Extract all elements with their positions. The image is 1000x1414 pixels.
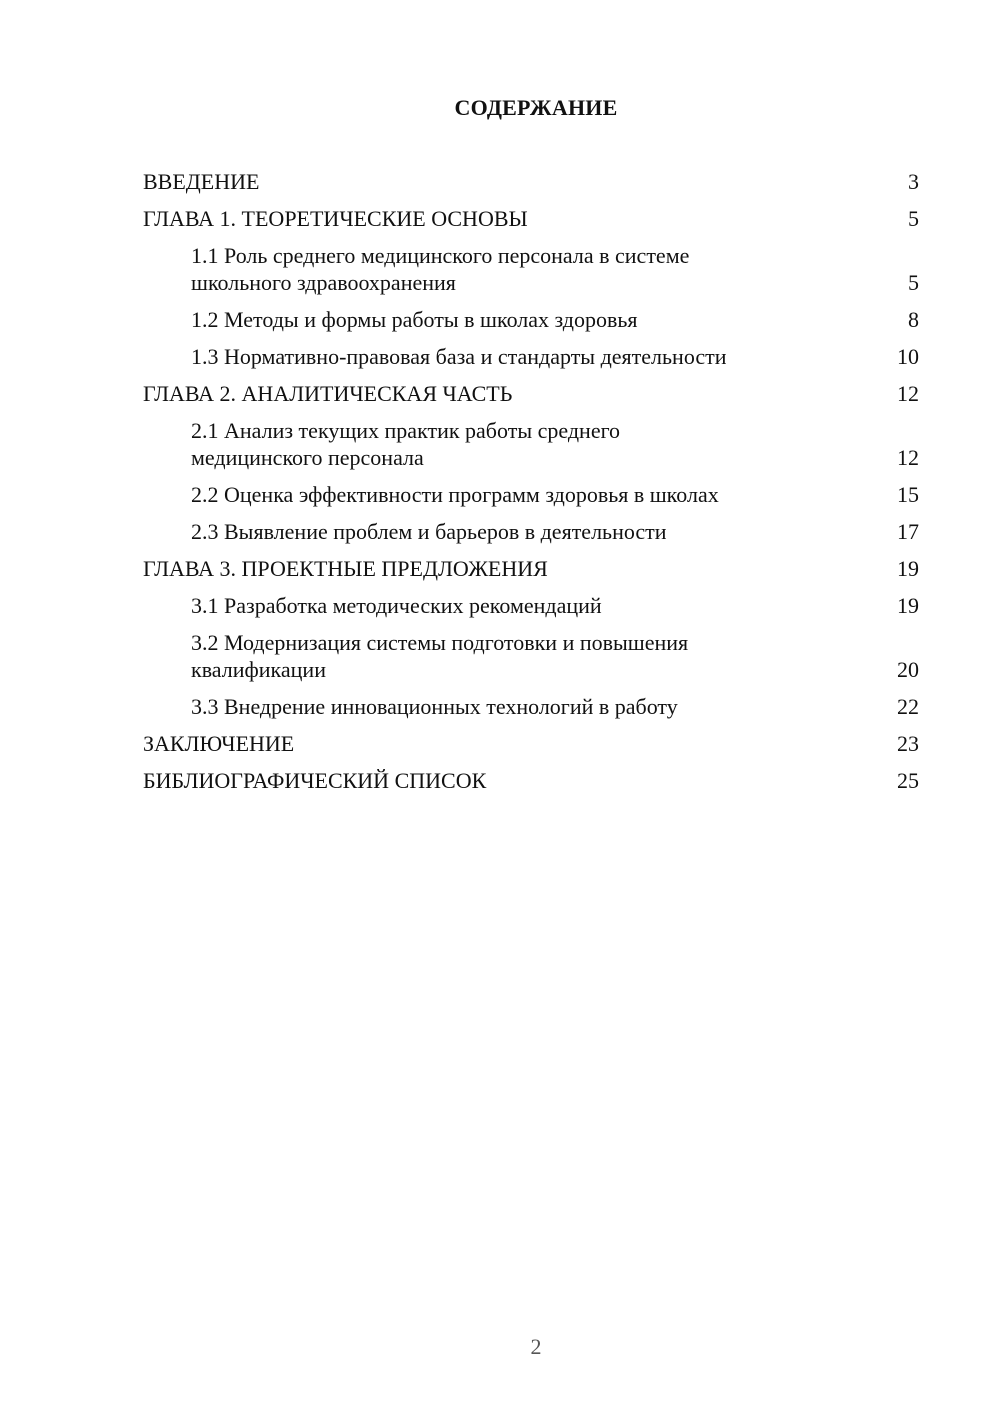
toc-entry-chapter-3[interactable] [143,555,919,582]
toc-entry-chapter-2[interactable] [143,380,919,407]
toc-entry-section-2-2[interactable] [143,481,919,508]
toc-entry-page: 5 [908,206,919,231]
toc-entry-section-3-3[interactable] [143,693,919,720]
toc-entry-section-3-2[interactable] [143,629,919,683]
toc-entry-introduction[interactable] [143,168,919,195]
toc-entry-page: 5 [908,270,919,295]
toc-entry-page: 12 [897,381,919,406]
toc-entry-label: 2.3 Выявление проблем и барьеров в деятельности [191,519,667,544]
toc-entry-page: 15 [897,482,919,507]
toc-entry-section-2-1[interactable] [143,417,919,471]
toc-entry-label: 3.2 Модернизация системы подготовки и повышения квалификации [191,630,689,682]
toc-entry-section-1-2[interactable] [143,306,919,333]
toc-entry-label: ВВЕДЕНИЕ [143,169,260,194]
toc-entry-label: ЗАКЛЮЧЕНИЕ [143,731,295,756]
toc-entry-page: 19 [897,556,919,581]
toc-entry-label: БИБЛИОГРАФИЧЕСКИЙ СПИСОК [143,768,487,793]
toc-entry-label: 1.3 Нормативно-правовая база и стандарты деятельности [191,344,727,369]
toc-entry-label: 2.1 Анализ текущих практик работы среднего медицинского персонала [191,418,621,470]
toc-entry-label: ГЛАВА 1. ТЕОРЕТИЧЕСКИЕ ОСНОВЫ [143,206,528,231]
toc-entry-page: 3 [908,169,919,194]
toc-entry-page: 19 [897,593,919,618]
toc-entry-label: 1.2 Методы и формы работы в школах здоровья [191,307,638,332]
toc-entry-page: 20 [897,657,919,682]
toc-entry-label: 3.3 Внедрение инновационных технологий в работу [191,694,678,719]
toc-entry-page: 17 [897,519,919,544]
toc-entry-conclusion[interactable] [143,730,919,757]
toc-entry-page: 12 [897,445,919,470]
toc-entry-section-2-3[interactable] [143,518,919,545]
toc-entry-chapter-1[interactable] [143,205,919,232]
table-of-contents [143,168,919,804]
toc-entry-page: 23 [897,731,919,756]
toc-entry-section-3-1[interactable] [143,592,919,619]
toc-entry-label: ГЛАВА 2. АНАЛИТИЧЕСКАЯ ЧАСТЬ [143,381,513,406]
toc-entry-page: 25 [897,768,919,793]
toc-entry-label: 2.2 Оценка эффективности программ здоровья в школах [191,482,719,507]
toc-entry-label: 3.1 Разработка методических рекомендаций [191,593,602,618]
toc-entry-page: 22 [897,694,919,719]
toc-entry-label: 1.1 Роль среднего медицинского персонала в системе школьного здравоохранения [191,243,690,295]
toc-entry-label: ГЛАВА 3. ПРОЕКТНЫЕ ПРЕДЛОЖЕНИЯ [143,556,548,581]
toc-entry-section-1-3[interactable] [143,343,919,370]
toc-entry-page: 8 [908,307,919,332]
toc-entry-page: 10 [897,344,919,369]
page-title: СОДЕРЖАНИЕ [454,95,618,120]
toc-entry-section-1-1[interactable] [143,242,919,296]
toc-entry-bibliography[interactable] [143,767,919,794]
page-number: 2 [530,1334,542,1359]
